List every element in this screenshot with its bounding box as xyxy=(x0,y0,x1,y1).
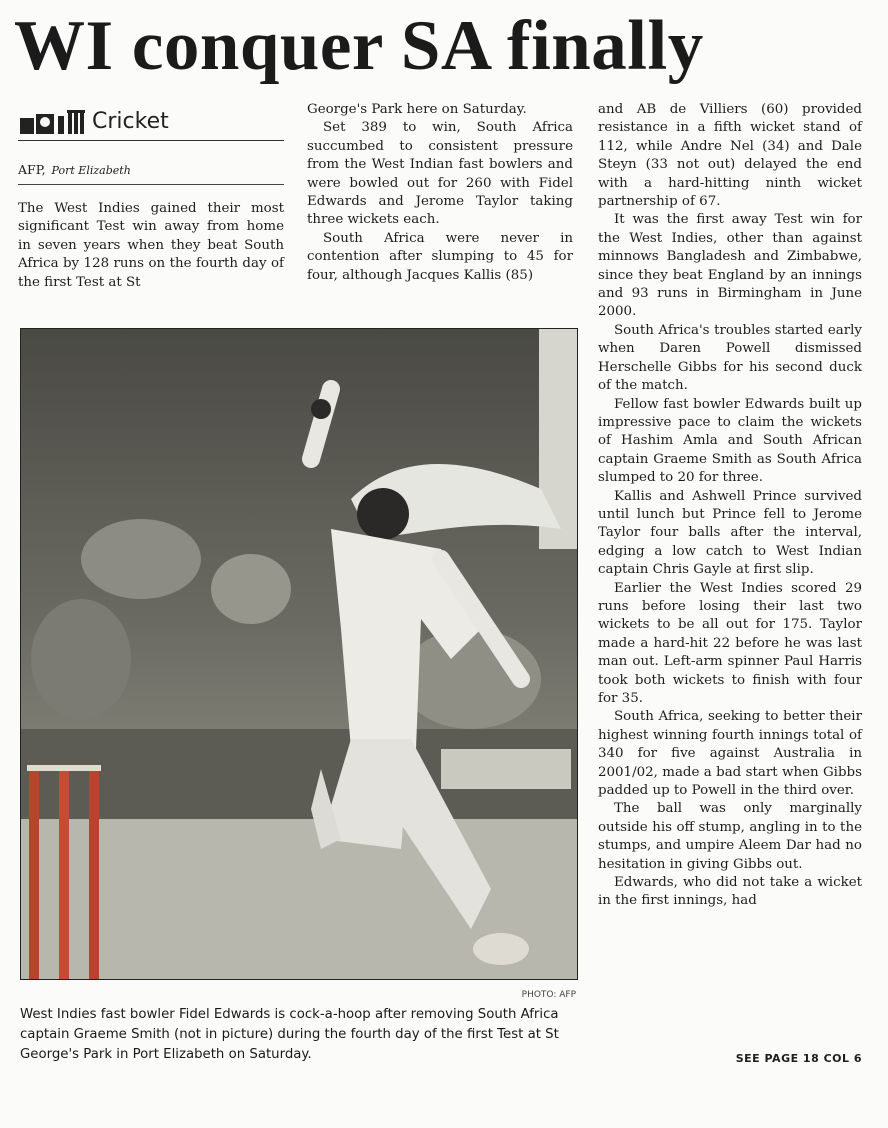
paragraph: The West Indies gained their most significant Test win away from home in seven years when they beat South Africa by 128 runs on the fourth day of the first Test at St xyxy=(18,201,284,290)
byline-place: Port Elizabeth xyxy=(51,164,131,177)
section-label: Cricket xyxy=(92,109,169,134)
news-photo xyxy=(20,328,578,980)
article-column-3 xyxy=(598,101,862,911)
photo-caption: West Indies fast bowler Fidel Edwards is cock-a-hoop after removing South Africa captain Graeme Smith (not in picture) during the fourth day of the first Test at St George's Park in Port Elizabeth on Saturday. xyxy=(20,1007,559,1062)
paragraph: George's Park here on Saturday. xyxy=(307,102,527,117)
paragraph: and AB de Villiers (60) provided resistance in a fifth wicket stand of 112, while Andre Nel (34) and Dale Steyn (33 not out) delayed the end with a hard-hitting ninth wicket partnership of 67. xyxy=(598,102,862,210)
paragraph: The ball was only marginally outside his off stump, angling in to the stumps, and umpire Aleem Dar had no hesitation in giving Gibbs out. xyxy=(598,801,862,872)
byline-agency: AFP, xyxy=(18,162,46,177)
photo-credit: PHOTO: AFP xyxy=(521,990,576,1000)
continuation-jump: SEE PAGE 18 COL 6 xyxy=(735,1052,862,1065)
paragraph: Edwards, who did not take a wicket in the first innings, had xyxy=(598,875,862,909)
bowler-celebration-photo xyxy=(21,329,577,979)
paragraph: Kallis and Ashwell Prince survived until lunch but Prince fell to Jerome Taylor four balls after the interval, edging a low catch to West Indian captain Chris Gayle at first slip. xyxy=(598,488,862,578)
section-flag xyxy=(18,104,284,141)
paragraph: Set 389 to win, South Africa succumbed to consistent pressure from the West Indian fast bowlers and were bowled out for 260 with Fidel Edwards and Jerome Taylor taking three wickets each. xyxy=(307,120,573,228)
paragraph: South Africa, seeking to better their highest winning fourth innings total of 340 for five against Australia in 2001/02, made a bad start when Gibbs padded up to Powell in the third over. xyxy=(598,709,862,799)
article-column-1 xyxy=(18,200,284,292)
byline xyxy=(18,160,284,185)
paragraph: South Africa's troubles started early when Daren Powell dismissed Herschelle Gibbs for his second duck of the match. xyxy=(598,322,862,394)
paragraph: Fellow fast bowler Edwards built up impressive pace to claim the wickets of Hashim Amla and South African captain Graeme Smith as South Africa slumped to 20 for three. xyxy=(598,396,862,486)
headline: WI conquer SA finally xyxy=(14,7,704,85)
paragraph: Earlier the West Indies scored 29 runs before losing their last two wickets to be all out for 175. Taylor made a hard-hit 22 before he was last man out. Left-arm spinner Paul Harris took both wickets to finish with four for 35. xyxy=(598,580,862,706)
article-column-2 xyxy=(307,101,573,285)
paragraph: It was the first away Test win for the West Indies, other than against minnows Bangladesh and Zimbabwe, since they beat England by an innings and 93 runs in Birmingham in June 2000. xyxy=(598,212,862,320)
cricket-logo-icon xyxy=(18,110,90,136)
paragraph: South Africa were never in contention after slumping to 45 for four, although Jacques Kallis (85) xyxy=(307,230,573,283)
